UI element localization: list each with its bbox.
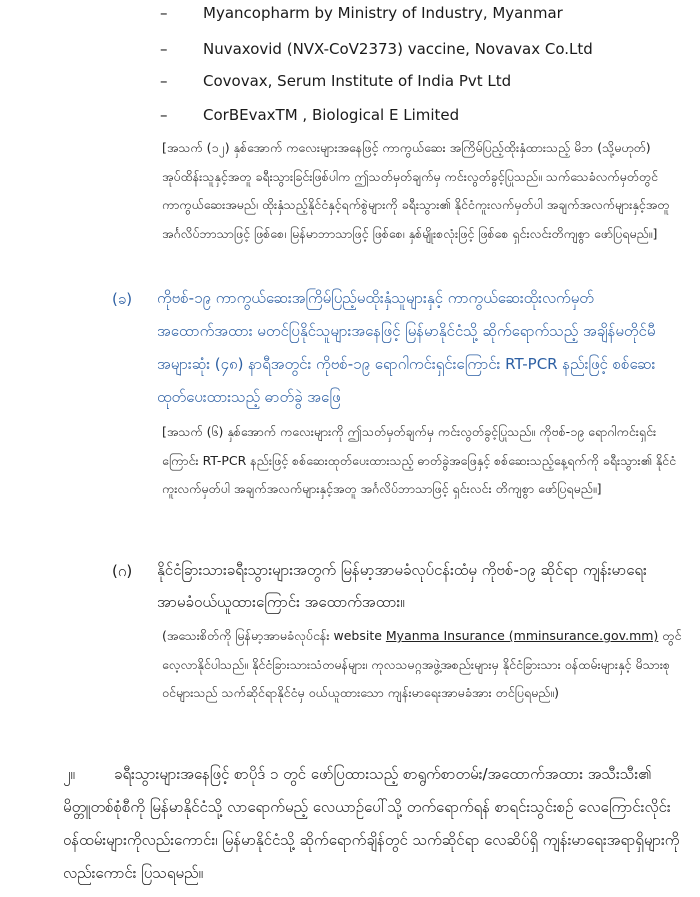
list-dash: – <box>160 4 168 22</box>
insurance-website-link[interactable]: Myanma Insurance (mminsurance.gov.mm) <box>385 628 659 643</box>
insurance-note-suffix: တွင် လေ့လာနိုင်ပါသည်။ နိုင်ငံခြားသားသံတမန်များ၊ ကုလသမဂ္ဂအဖွဲ့အစည်းများမှ နိုင်ငံခြားသား ဝန်ထမ်းများနှင့် မိသားစုဝင်များသည် သက်ဆိုင်ရာနိုင်ငံမှ ဝယ်ယူထားသော ကျန်းမာရေးအာမခံအား တင်ပြရမည်။) <box>162 628 682 700</box>
vaccine-name: CorBEvaxTM , Biological E Limited <box>203 106 460 124</box>
item-kha-number: (ခ) <box>112 290 133 308</box>
item-kha-text: ကိုဗစ်-၁၉ ကာကွယ်ဆေးအကြိမ်ပြည့်မထိုးနှံသူများနှင့် ကာကွယ်ဆေးထိုးလက်မှတ် အထောက်အထား မတင်ပြနိုင်သူများအနေဖြင့် မြန်မာနိုင်ငံသို့ ဆိုက်ရောက်သည့် အချိန်မတိုင်မီ အများဆုံး (၄၈) နာရီအတွင်း ကိုဗစ်-၁၉ ရောဂါကင်းရှင်းကြောင်း RT-PCR နည်းဖြင့် စစ်ဆေးထုတ်ပေးထားသည့် ဓာတ်ခွဲ အဖြေ <box>157 289 656 406</box>
list-dash: – <box>160 40 168 58</box>
item-ga-number: (ဂ) <box>112 562 133 580</box>
age-12-exemption-note: [အသက် (၁၂) နှစ်အောက် ကလေးများအနေဖြင့် ကာကွယ်ဆေး အကြိမ်ပြည့်ထိုးနှံထားသည့် မိဘ (သို့မဟုတ်) အုပ်ထိန်းသူနှင့်အတူ ခရီးသွားခြင်းဖြစ်ပါက ဤသတ်မှတ်ချက်မှ ကင်းလွတ်ခွင့်ပြုသည်။ သက်သေခံလက်မှတ်တွင် ကာကွယ်ဆေးအမည်၊ ထိုးနှံသည့်နိုင်ငံနှင့်ရက်စွဲများကို ခရီးသွား၏ နိုင်ငံကူးလက်မှတ်ပါ အချက်အလက်များနှင့်အတူ အင်္ဂလိပ်ဘာသာဖြင့် ဖြစ်စေ၊ မြန်မာဘာသာဖြင့် ဖြစ်စေ၊ နှစ်မျိုးစလုံးဖြင့် ဖြစ်စေ ရှင်းလင်းတိကျစွာ ဖော်ပြရမည်။] <box>162 140 670 241</box>
item-ga-text: နိုင်ငံခြားသားခရီးသွားများအတွက် မြန်မာ့အာမခံလုပ်ငန်းထံမှ ကိုဗစ်-၁၉ ဆိုင်ရာ ကျန်းမာရေး အာမခံဝယ်ယူထားကြောင်း အထောက်အထား။ <box>157 561 647 611</box>
section-2 <box>63 758 682 890</box>
section-2-text: ခရီးသွားများအနေဖြင့် စာပိုဒ် ၁ တွင် ဖော်ပြထားသည့် စာရွက်စာတမ်း/အထောက်အထား အသီးသီး၏ မိတ္တူတစ်စုံစီကို မြန်မာနိုင်ငံသို့ လာရောက်မည့် လေယာဉ်ပေါ်သို့ တက်ရောက်ရန် စာရင်းသွင်းစဉ် လေကြောင်းလိုင်းဝန်ထမ်းများကိုလည်းကောင်း၊ မြန်မာနိုင်ငံသို့ ဆိုက်ရောက်ချိန်တွင် သက်ဆိုင်ရာ လေဆိပ်ရှိ ကျန်းမာရေးအရာရှိများကိုလည်းကောင်း ပြသရမည်။ <box>63 765 680 882</box>
list-dash: – <box>160 106 168 124</box>
vaccine-name: Myancopharm by Ministry of Industry, Myanmar <box>203 4 563 22</box>
age-6-exemption-note: [အသက် (၆) နှစ်အောက် ကလေးများကို ဤသတ်မှတ်ချက်မှ ကင်းလွတ်ခွင့်ပြုသည်။ ကိုဗစ်-၁၉ ရောဂါကင်းရှင်းကြောင်း RT-PCR နည်းဖြင့် စစ်ဆေးထုတ်ပေးထားသည့် ဓာတ်ခွဲအဖြေနှင့် စစ်ဆေးသည့်နေ့ရက်ကို ခရီးသွား၏ နိုင်ငံကူးလက်မှတ်ပါ အချက်အလက်များနှင့်အတူ အင်္ဂလိပ်ဘာသာဖြင့် ရှင်းလင်း တိကျစွာ ဖော်ပြရမည်။] <box>162 424 677 496</box>
section-2-number: ၂။ <box>63 765 75 783</box>
insurance-note <box>162 622 682 708</box>
vaccine-name: Nuvaxovid (NVX-CoV2373) vaccine, Novavax Co.Ltd <box>203 40 593 58</box>
vaccine-name: Covovax, Serum Institute of India Pvt Ltd <box>203 72 512 90</box>
insurance-note-prefix: (အသေးစိတ်ကို မြန်မာ့အာမခံလုပ်ငန်း website <box>162 628 386 643</box>
list-dash: – <box>160 72 168 90</box>
